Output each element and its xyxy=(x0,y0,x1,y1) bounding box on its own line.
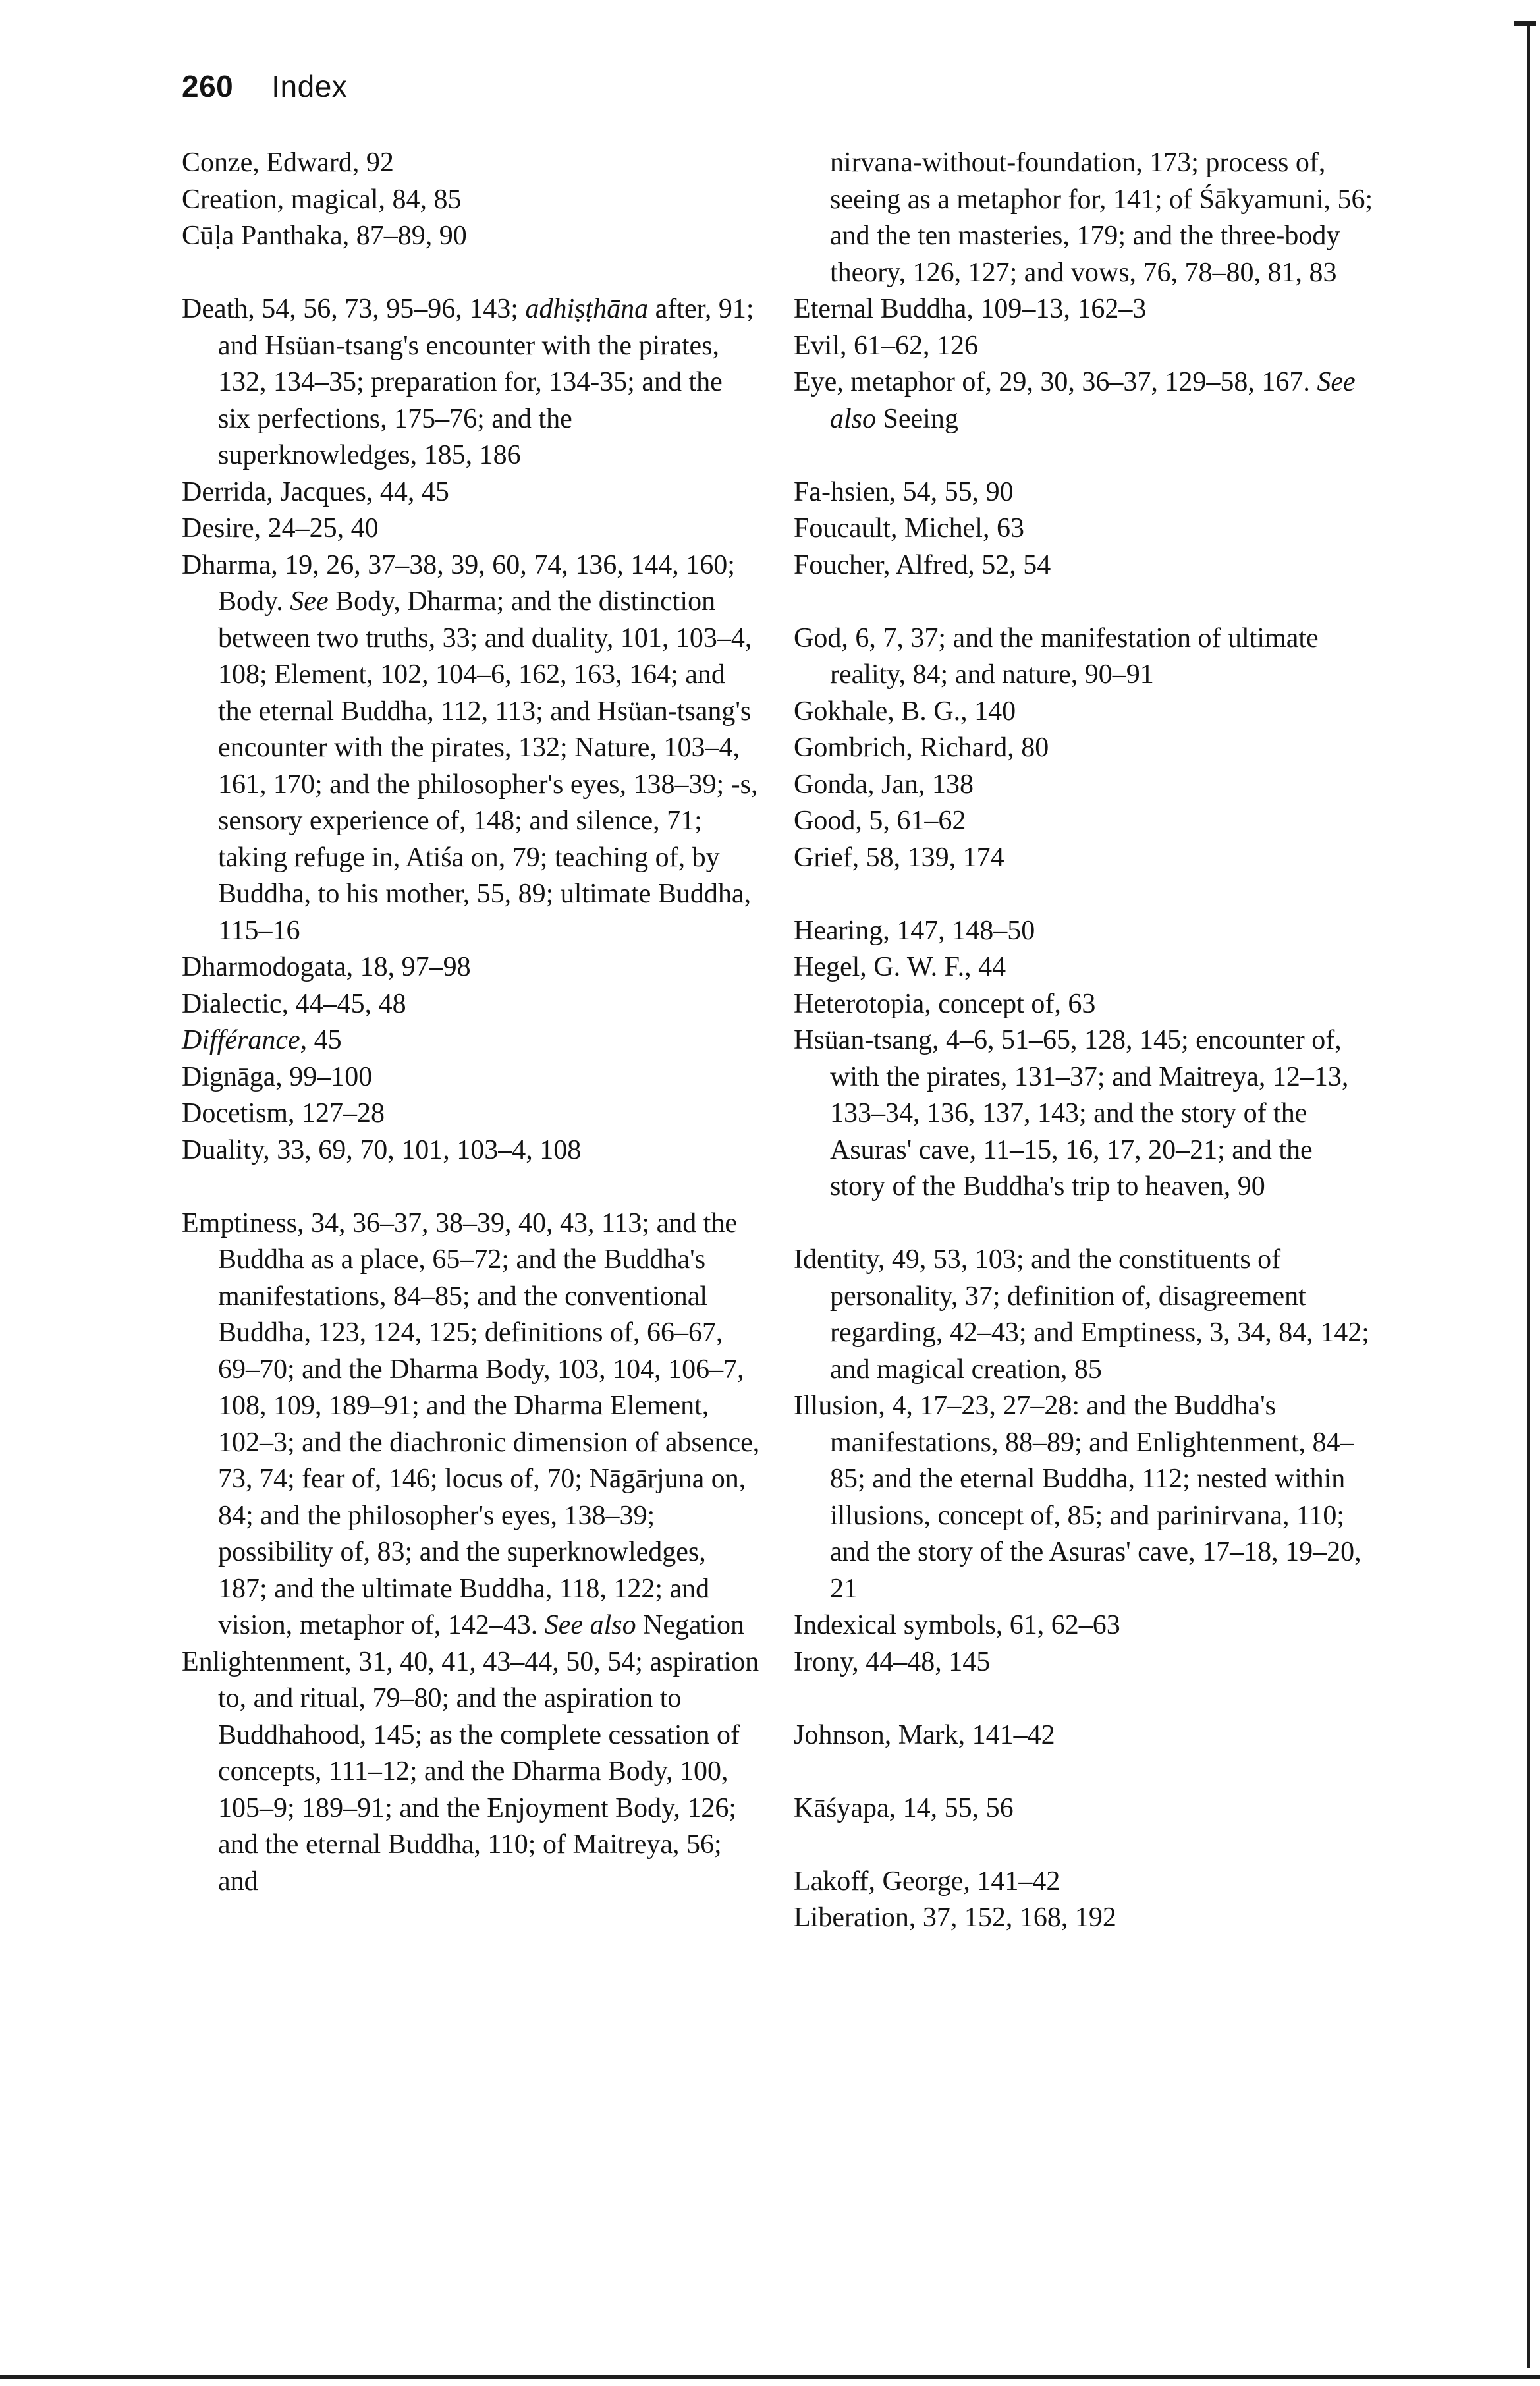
index-entry xyxy=(794,1242,1373,1388)
index-entry-text: Dialectic, 44–45, 48 xyxy=(182,988,406,1019)
index-entry xyxy=(794,1790,1373,1827)
index-entry-text: Desire, 24–25, 40 xyxy=(182,513,379,543)
index-entry xyxy=(794,621,1373,694)
index-entry-text: nirvana-without-foundation, 173; process of, seeing as a metaphor for, 141; of Śākyamuni, 56; and the ten masteries, 179; and the three-body theory, 126, 127; and vows, 76, 78–80, 81, 83 xyxy=(830,148,1373,288)
index-entry-text: Liberation, 37, 152, 168, 192 xyxy=(794,1902,1116,1933)
index-entry xyxy=(794,291,1373,328)
index-entry-text: Body, Dharma; and the distinction between two truths, 33; and duality, 101, 103–4, 108; Element, 102, 104–6, 162, 163, 164; and the eternal Buddha, 112, 113; and Hsüan-tsang's encounter with the pirates, 132; Nature, 103–4, 161, 170; and the philosopher's eyes, 138–39; -s, sensory experience of, 148; and silence, 71; taking refuge in, Atiśa on, 79; teaching of, by Buddha, to his mother, 55, 89; ultimate Buddha, 115–16 xyxy=(218,586,758,946)
index-entry xyxy=(182,1059,761,1096)
index-entry-text: Gonda, Jan, 138 xyxy=(794,769,974,800)
index-entry xyxy=(794,364,1373,437)
letter-group-gap xyxy=(182,255,761,292)
letter-group-gap xyxy=(794,1680,1373,1717)
index-entry xyxy=(794,1022,1373,1206)
index-entry-text: Irony, 44–48, 145 xyxy=(794,1646,991,1677)
running-head xyxy=(182,69,347,104)
index-entry xyxy=(182,547,761,950)
index-entry xyxy=(182,511,761,547)
index-entry xyxy=(794,767,1373,804)
index-entry xyxy=(794,1717,1373,1754)
index-entry-text: Foucault, Michel, 63 xyxy=(794,513,1024,543)
index-entry-text: Dignāga, 99–100 xyxy=(182,1061,373,1092)
index-entry-text: Indexical symbols, 61, 62–63 xyxy=(794,1610,1120,1640)
index-entry-italic-text: See xyxy=(290,586,329,617)
index-entry xyxy=(794,511,1373,547)
index-entry-text: Kāśyapa, 14, 55, 56 xyxy=(794,1792,1014,1823)
index-entry-italic-text: See also xyxy=(544,1610,636,1640)
index-entry-text: Hsüan-tsang, 4–6, 51–65, 128, 145; encounter of, with the pirates, 131–37; and Maitreya, 12–13, 133–34, 136, 137, 143; and the story of the Asuras' cave, 11–15, 16, 17, 20–21; and the story of the Buddha's trip to heaven, 90 xyxy=(794,1025,1349,1202)
index-entry-text: Hegel, G. W. F., 44 xyxy=(794,952,1006,982)
page-number: 260 xyxy=(182,69,234,103)
index-entry xyxy=(182,218,761,255)
index-entry-text: Eternal Buddha, 109–13, 162–3 xyxy=(794,294,1147,324)
index-entry xyxy=(182,986,761,1023)
index-entry xyxy=(794,1388,1373,1607)
index-entry xyxy=(794,1864,1373,1900)
index-entry-text: 45 xyxy=(307,1025,342,1055)
index-entry xyxy=(794,840,1373,877)
index-entry xyxy=(182,1206,761,1644)
letter-group-gap xyxy=(794,584,1373,621)
index-entry-text: Heterotopia, concept of, 63 xyxy=(794,988,1096,1019)
index-entry xyxy=(794,1607,1373,1644)
index-entry xyxy=(794,474,1373,511)
index-entry-text: Conze, Edward, 92 xyxy=(182,148,394,178)
index-entry xyxy=(794,328,1373,365)
letter-group-gap xyxy=(794,1206,1373,1242)
index-entry xyxy=(794,803,1373,840)
letter-group-gap xyxy=(794,437,1373,474)
index-entry-text: Enlightenment, 31, 40, 41, 43–44, 50, 54; aspiration to, and ritual, 79–80; and the aspiration to Buddhahood, 145; as the complete cessation of concepts, 111–12; and the Dharma Body, 100, 105–9; 189–91; and the Enjoyment Body, 126; and the eternal Buddha, 110; of Maitreya, 56; and xyxy=(182,1646,759,1897)
index-entry-italic-text: See also xyxy=(830,367,1356,434)
index-entry-text: Grief, 58, 139, 174 xyxy=(794,842,1004,873)
index-entry-text: Creation, magical, 84, 85 xyxy=(182,184,462,215)
index-entry-text: Dharmodogata, 18, 97–98 xyxy=(182,952,471,982)
index-entry-text: Gokhale, B. G., 140 xyxy=(794,696,1016,727)
index-entry-text: Hearing, 147, 148–50 xyxy=(794,915,1035,946)
index-entry-text: Duality, 33, 69, 70, 101, 103–4, 108 xyxy=(182,1134,582,1165)
index-entry-text: Johnson, Mark, 141–42 xyxy=(794,1719,1055,1750)
index-entry-text: Emptiness, 34, 36–37, 38–39, 40, 43, 113; and the Buddha as a place, 65–72; and the Buddha's manifestations, 84–85; and the conventional Buddha, 123, 124, 125; definitions of, 66–67, 69–70; and the Dharma Body, 103, 104, 106–7, 108, 109, 189–91; and the Dharma Element, 102–3; and the diachronic dimension of absence, 73, 74; fear of, 146; locus of, 70; Nāgārjuna on, 84; and the philosopher's eyes, 138–39; possibility of, 83; and the superknowledges, 187; and the ultimate Buddha, 118, 122; and vision, metaphor of, 142–43. xyxy=(182,1207,760,1640)
index-entry xyxy=(794,1900,1373,1937)
index-entry-italic-text: adhiṣṭhāna xyxy=(525,294,649,324)
index-entry-text: Dharma, 19, 26, 37–38, 39, 60, 74, 136, 144, 160; Body. xyxy=(182,549,735,617)
index-entry-text: after, 91; and Hsüan-tsang's encounter with the pirates, 132, 134–35; preparation for, 134-35; and the six perfections, 175–76; and the superknowledges, 185, 186 xyxy=(218,294,754,470)
index-entry-text: Lakoff, George, 141–42 xyxy=(794,1866,1060,1897)
index-entry xyxy=(182,182,761,219)
index-entry-text: Gombrich, Richard, 80 xyxy=(794,733,1049,763)
index-entry xyxy=(794,694,1373,731)
index-entry-text: Death, 54, 56, 73, 95–96, 143; xyxy=(182,294,526,324)
index-entry xyxy=(182,145,761,182)
index-entry-text: Negation xyxy=(636,1610,745,1640)
index-entry-text: Illusion, 4, 17–23, 27–28: and the Buddha's manifestations, 88–89; and Enlightenment, 84–85; and the eternal Buddha, 112; nested within illusions, concept of, 85; and parinirvana, 110; and the story of the Asuras' cave, 17–18, 19–20, 21 xyxy=(794,1391,1361,1604)
index-entry xyxy=(794,730,1373,767)
letter-group-gap xyxy=(182,1169,761,1206)
index-column-left xyxy=(182,145,761,1900)
index-entry-text: Seeing xyxy=(876,403,958,434)
index-entry xyxy=(182,291,761,474)
index-entry-text: God, 6, 7, 37; and the manifestation of ultimate reality, 84; and nature, 90–91 xyxy=(794,623,1319,690)
index-entry xyxy=(794,986,1373,1023)
index-entry-text: Derrida, Jacques, 44, 45 xyxy=(182,476,449,507)
index-entry xyxy=(182,1132,761,1169)
index-entry xyxy=(182,1644,761,1900)
letter-group-gap xyxy=(794,1827,1373,1864)
index-entry-text: Evil, 61–62, 126 xyxy=(794,330,978,361)
index-column-right xyxy=(794,145,1373,1937)
letter-group-gap xyxy=(794,876,1373,913)
index-entry xyxy=(182,1022,761,1059)
section-title: Index xyxy=(271,69,348,103)
index-entry-text: Good, 5, 61–62 xyxy=(794,806,966,836)
index-entry-text: Cūḷa Panthaka, 87–89, 90 xyxy=(182,221,467,251)
bottom-edge-rule xyxy=(0,2375,1540,2379)
index-entry-text: Fa-hsien, 54, 55, 90 xyxy=(794,476,1014,507)
letter-group-gap xyxy=(794,1754,1373,1790)
index-entry xyxy=(182,1096,761,1132)
index-entry xyxy=(794,547,1373,584)
index-entry-text: Identity, 49, 53, 103; and the constituents of personality, 37; definition of, disagreement regarding, 42–43; and Emptiness, 3, 34, 84, 142; and magical creation, 85 xyxy=(794,1244,1369,1385)
index-entry-italic-text: Différance, xyxy=(182,1025,308,1055)
right-edge-rule xyxy=(1527,26,1530,2368)
index-entry xyxy=(794,913,1373,950)
top-corner-rule xyxy=(1514,21,1536,26)
index-entry-text: Eye, metaphor of, 29, 30, 36–37, 129–58, 167. xyxy=(794,367,1317,397)
index-entry xyxy=(794,1644,1373,1681)
index-entry xyxy=(182,949,761,986)
index-entry-text: Docetism, 127–28 xyxy=(182,1098,385,1128)
index-entry xyxy=(794,949,1373,986)
index-entry xyxy=(182,474,761,511)
index-entry-text: Foucher, Alfred, 52, 54 xyxy=(794,549,1051,580)
index-entry-continued xyxy=(794,145,1373,291)
